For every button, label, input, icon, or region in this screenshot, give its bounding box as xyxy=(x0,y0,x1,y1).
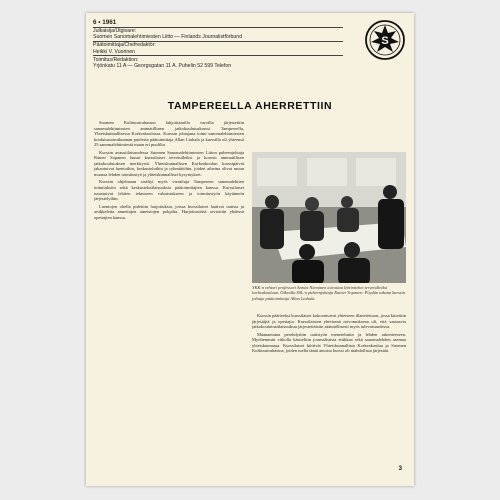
article-paragraph: Maanantaina perehdyttiin uutistyön menetelmiin ja lehden rakenteeseen. Myöhemmin viikolla käsiteltiin journalistista etiikkaa sekä sanomalehden asemaa yhteiskunnassa. Kurssilaiset kiittivät Yhteiskunnallista Korkeakoulua ja Suomen Kulttuurirahastoa, joiden tuella tämä antoisa kurssi oli mahdollista järjestää. xyxy=(252,331,406,354)
article-paragraph: Luentojen ohella pidettiin harjoituksia, joissa kurssilaiset laativat uutisia ja artikkeleita annettujen aineistojen pohjalta. Harjoitustöitä arvioitiin yhdessä opettajien kanssa. xyxy=(94,203,244,220)
page-number: 3 xyxy=(398,466,402,472)
editor-label: Päätoimittaja/Chefredaktör: xyxy=(93,42,156,49)
publisher-label: Julkaisija/Utgivare: xyxy=(93,28,137,34)
editor: Heikki V. Vuorinen xyxy=(93,48,136,55)
article-right-column xyxy=(252,313,406,471)
issue-number: 6 • 1961 xyxy=(93,19,117,26)
magazine-page xyxy=(86,13,414,486)
publisher: Suomen Sanomalehtimiesten Liitto — Finlands Journalistförbund xyxy=(93,34,243,41)
article-paragraph: Kurssin avaustilaisuudessa Suomen Sanomalehtimiesten Liiton puheenjohtaja Rainer Sopanen lausui kurssilaiset tervetulleiksi ja korosti ammatillisen jatkokoulutuksen merkitystä. Yhteiskunnallisen Korkeakoulun kurssipäivät jakautuivat luentoihin, keskusteluihin ja ryhmätöihin, joiden aiheina olivat muun muassa lehden toimitustyö ja yhteiskunnalliset kysymykset. xyxy=(94,149,244,177)
article-paragraph: Suomen Kulttuurirahaston lahjoittamilla varoilla järjestettiin sanomalehtimiesten ammatillinen jatkokoulutuskurssi Tampereella, Yhteiskunnallisessa Korkeakoulussa. Kurssin johtajana toimi sanomalehtimiesten koulutustoimikunnan puolesta päätoimittaja Allan Liuhala ja kurssilla oli yhteensä 25 sanomalehtimiestä maan eri puolilta. xyxy=(94,120,244,148)
article-paragraph: Kurssin ohjelmaan sisältyi myös vierailuja Tampereen sanomalehtien toimituksiin sekä keskustelutilaisuuksia päätoimittajien kanssa. Kurssilaiset tutustuivat lehtien tekniseen valmistukseen ja toimitustyön käytännön järjestelyihin. xyxy=(94,179,244,202)
article-photo xyxy=(252,152,406,283)
office-address: Yrjönkatu 11 A — Georgsgatan 11 A. Puhelin 52 599 Telefon xyxy=(93,63,232,70)
article-title: TAMPEREELLA AHERRETTIIN xyxy=(167,100,333,112)
article-left-column xyxy=(94,120,244,478)
svg-text:S: S xyxy=(381,35,389,47)
journal-logo-emblem xyxy=(364,19,406,61)
office-label: Toimitus/Redaktion: xyxy=(93,56,139,63)
photo-caption: YKK:n rehtori professori Armas Nieminen toivottaa lehtimiehet tervetulleiksi korkeakouluun. Oikealla SSL:n puheenjohtaja Rainer Sopanen. Pöydän takana kurssin johtaja päätoimittaja Allan Liuhala. xyxy=(252,285,405,301)
masthead xyxy=(93,19,343,69)
article-paragraph: Kurssin päätteeksi kurssilaiset kokoontuivat yhteiseen illanviettoon, jossa kiitettiin järjestäjiä ja opettajia. Kurssilaisten yhteisenä toivomuksena oli, että vastaavia jatkokoulutustilaisuuksia järjestettäisiin säännöllisesti myös tulevaisuudessa. xyxy=(252,313,406,330)
